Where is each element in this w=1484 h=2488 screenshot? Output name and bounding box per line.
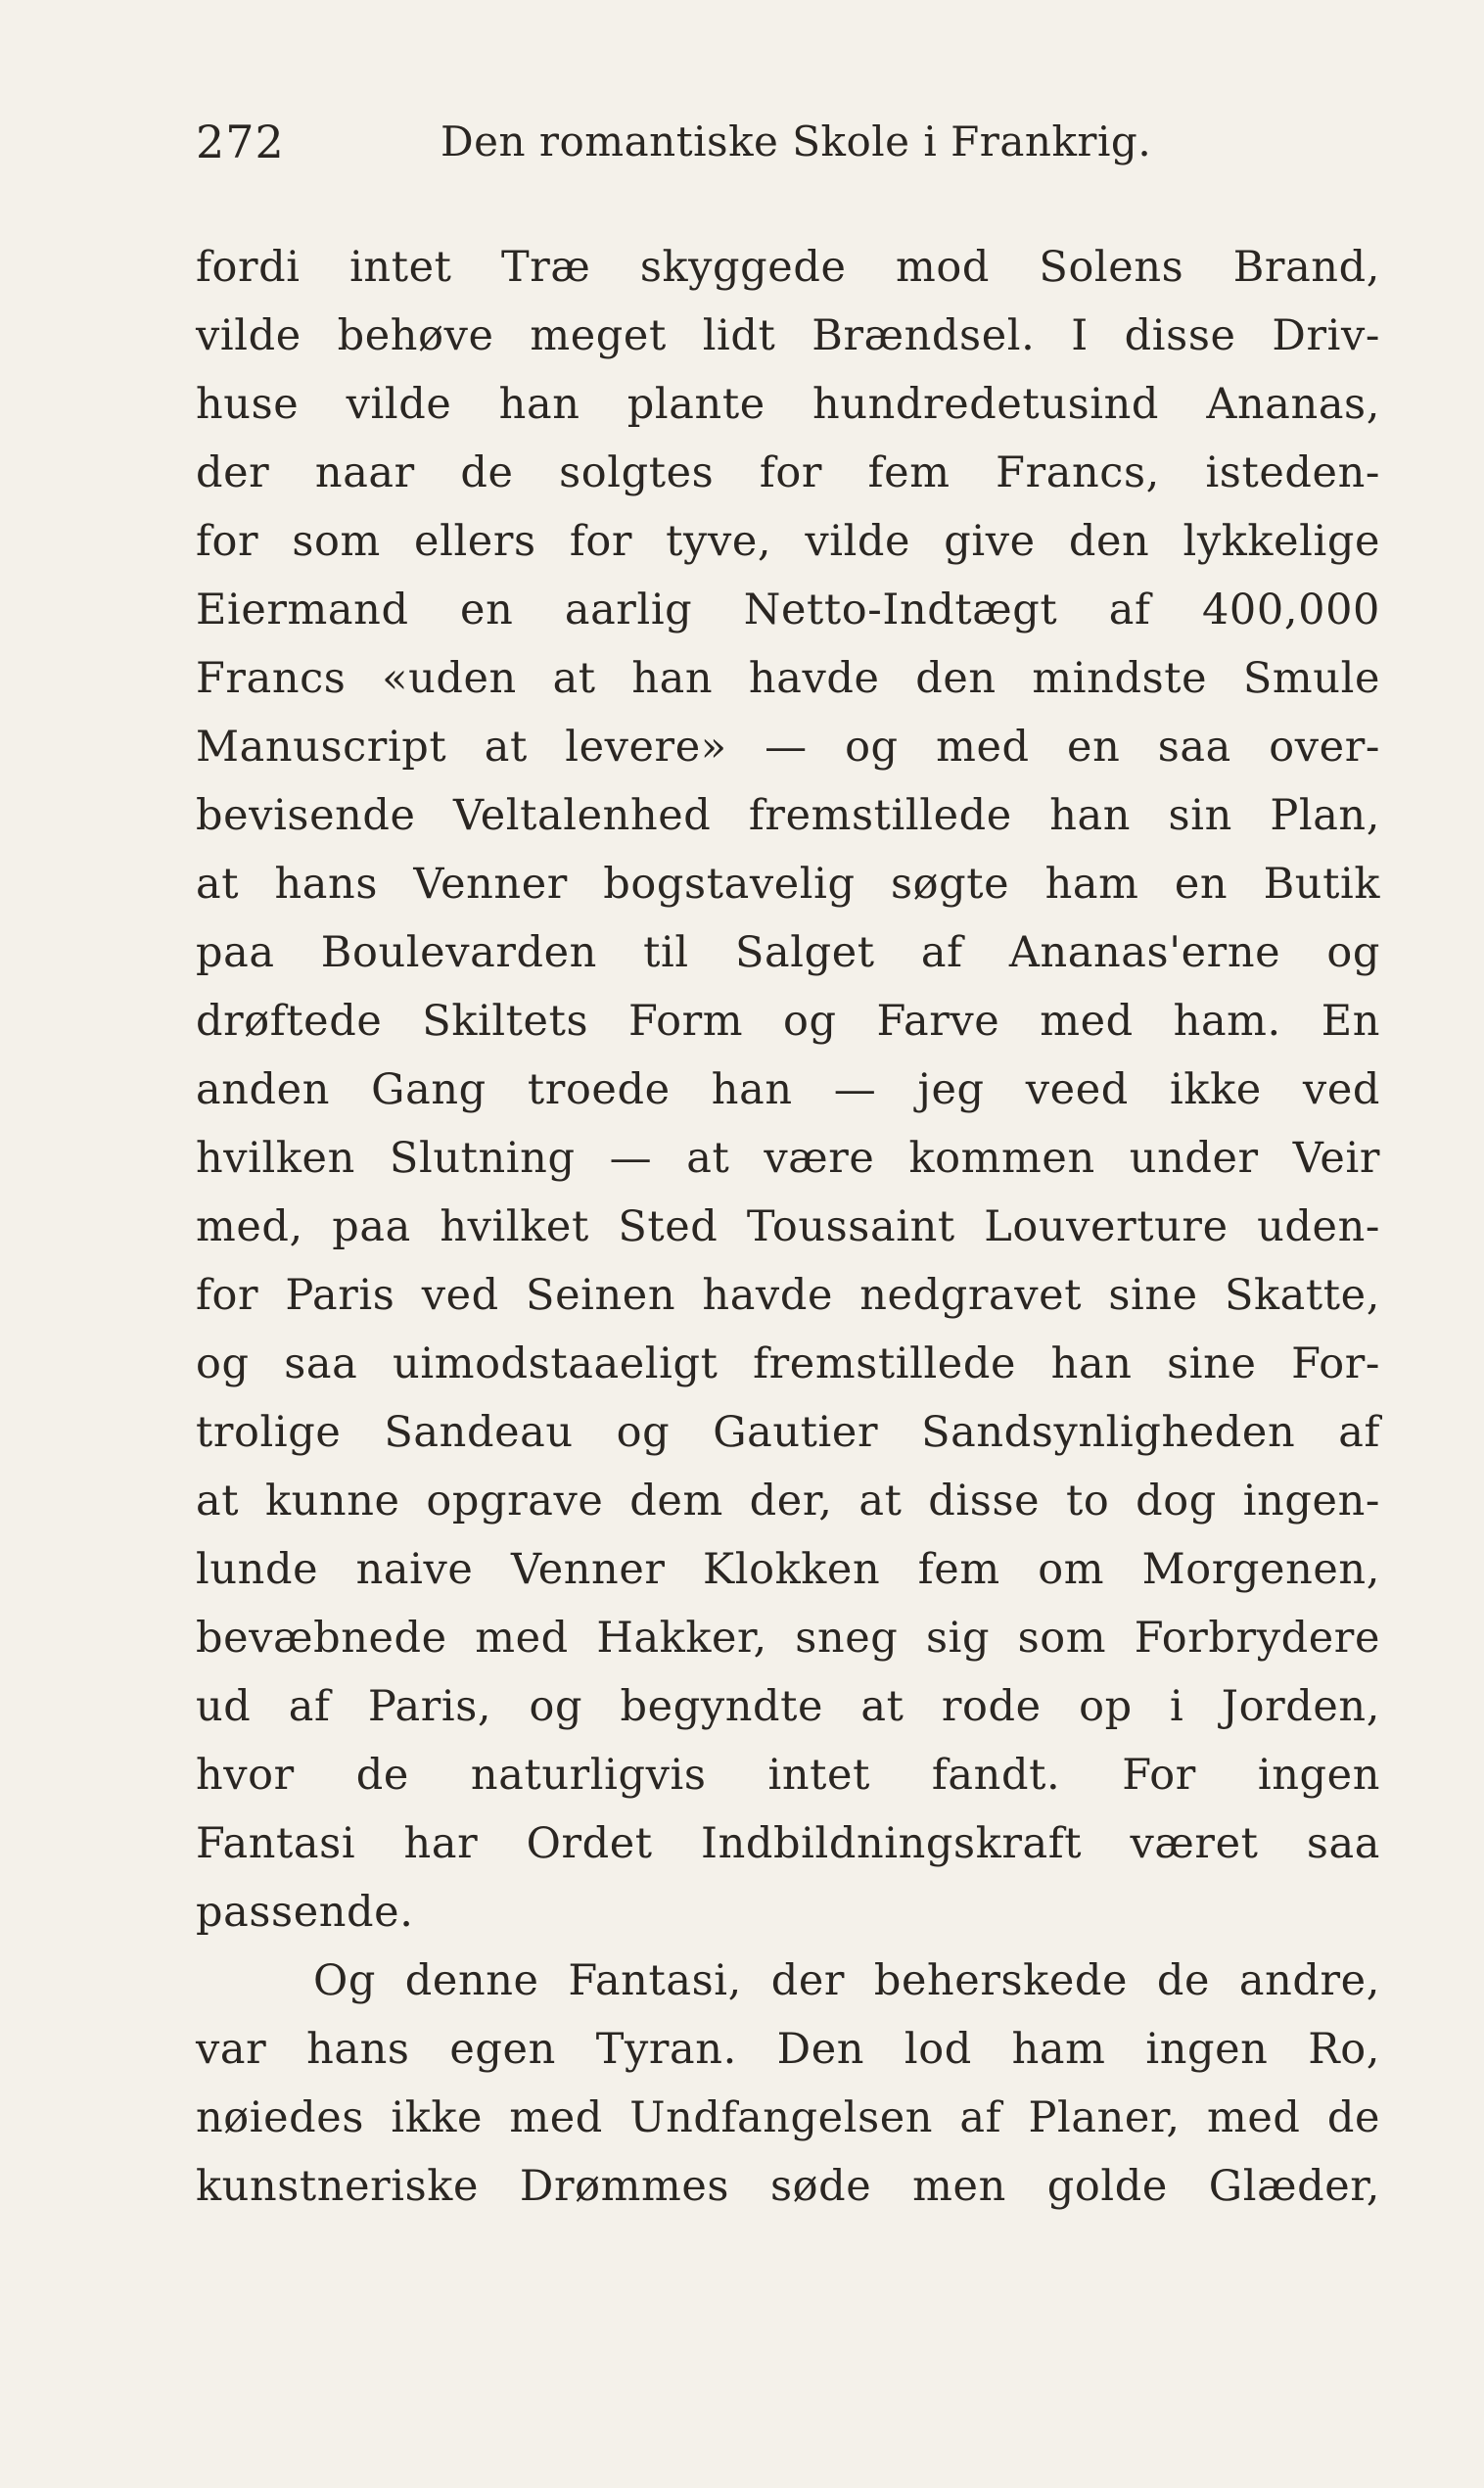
text-line: paa Boulevarden til Salget af Ananas'erne og: [196, 928, 1380, 977]
text-line: for Paris ved Seinen havde nedgravet sine Skatte,: [196, 1271, 1380, 1320]
text-line: hvilken Slutning — at være kommen under Veir: [196, 1134, 1380, 1183]
text-line: nøiedes ikke med Undfangelsen af Planer, med de: [196, 2093, 1380, 2142]
body-text: [196, 233, 1380, 2221]
text-line: fordi intet Træ skyggede mod Solens Brand,: [196, 243, 1380, 292]
paragraph-start-line: Og denne Fantasi, der beherskede de andre,: [313, 1956, 1380, 2005]
text-line: der naar de solgtes for fem Francs, isteden-: [196, 448, 1380, 497]
text-line: at kunne opgrave dem der, at disse to dog ingen-: [196, 1477, 1380, 1526]
text-line: var hans egen Tyran. Den lod ham ingen Ro,: [196, 2025, 1380, 2074]
text-line: vilde behøve meget lidt Brændsel. I disse Driv-: [196, 311, 1380, 360]
text-line: Eiermand en aarlig Netto-Indtægt af 400,000: [196, 586, 1380, 634]
text-line: huse vilde han plante hundredetusind Ananas,: [196, 380, 1380, 429]
page-header: [196, 116, 1380, 174]
text-line: Francs «uden at han havde den mindste Smule: [196, 654, 1380, 703]
text-line: drøftede Skiltets Form og Farve med ham. En: [196, 997, 1380, 1046]
text-line: for som ellers for tyve, vilde give den lykkelige: [196, 517, 1380, 566]
text-line: med, paa hvilket Sted Toussaint Louverture uden-: [196, 1202, 1380, 1251]
text-line: og saa uimodstaaeligt fremstillede han sine For-: [196, 1339, 1380, 1388]
page-number: 272: [196, 116, 285, 168]
text-line: kunstneriske Drømmes søde men golde Glæder,: [196, 2162, 1380, 2211]
text-line: bevisende Veltalenhed fremstillede han sin Plan,: [196, 791, 1380, 840]
text-line: ud af Paris, og begyndte at rode op i Jorden,: [196, 1682, 1380, 1731]
text-line: lunde naive Venner Klokken fem om Morgenen,: [196, 1545, 1380, 1594]
text-line: Fantasi har Ordet Indbildningskraft været saa: [196, 1819, 1380, 1868]
paragraph-end-line: passende.: [196, 1888, 414, 1937]
text-line: at hans Venner bogstavelig søgte ham en Butik: [196, 860, 1380, 909]
text-line: trolige Sandeau og Gautier Sandsynligheden af: [196, 1408, 1380, 1457]
text-line: Manuscript at levere» — og med en saa over-: [196, 723, 1380, 772]
text-line: bevæbnede med Hakker, sneg sig som Forbrydere: [196, 1614, 1380, 1663]
text-line: anden Gang troede han — jeg veed ikke ved: [196, 1065, 1380, 1114]
text-line: hvor de naturligvis intet fandt. For ingen: [196, 1751, 1380, 1800]
running-head: Den romantiske Skole i Frankrig.: [441, 117, 1152, 165]
